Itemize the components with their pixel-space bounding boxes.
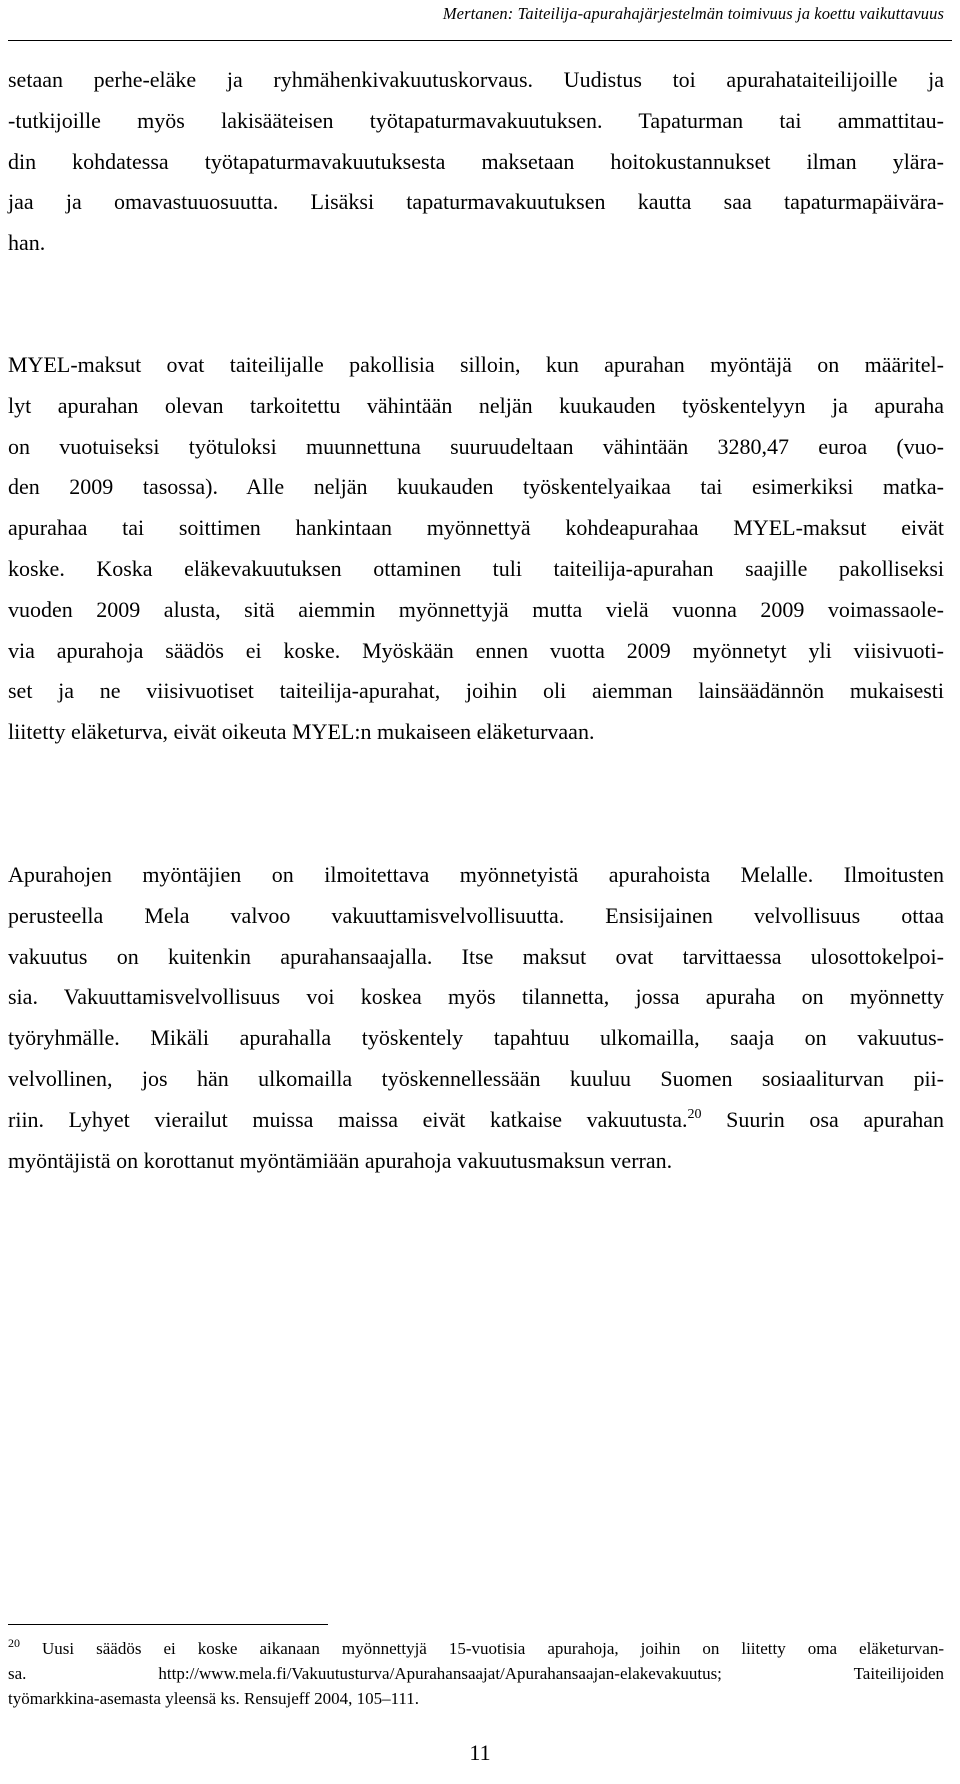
text-line: liitetty eläketurva, eivät oikeuta MYEL:n mukaiseen eläketurvaan.	[8, 719, 595, 745]
text-line: perusteella Mela valvoo vakuuttamisvelvollisuutta. Ensisijainen velvollisuus ottaa	[8, 902, 944, 928]
text-line: vuoden 2009 alusta, sitä aiemmin myönnettyjä mutta vielä vuonna 2009 voimassaole-	[8, 596, 944, 622]
running-header	[8, 0, 952, 41]
text-line: jaa ja omavastuuosuutta. Lisäksi tapaturmavakuutuksen kautta saa tapaturmapäivära-	[8, 189, 944, 215]
text-line: via apurahoja säädös ei koske. Myöskään ennen vuotta 2009 myönnetyt yli viisivuoti-	[8, 637, 944, 663]
text-line: apurahaa tai soittimen hankintaan myönnettyä kohdeapurahaa MYEL-maksut eivät	[8, 515, 944, 541]
text-line: sia. Vakuuttamisvelvollisuus voi koskea myös tilannetta, jossa apuraha on myönnetty	[8, 984, 944, 1010]
footnote-divider	[8, 1624, 328, 1625]
footnote-line	[8, 1661, 944, 1686]
paragraph-3	[8, 855, 944, 1181]
page-number: 11	[469, 1740, 491, 1765]
text-segment: Suurin osa apurahan	[701, 1106, 944, 1132]
text-line: set ja ne viisivuotiset taiteilija-apurahat, joihin oli aiemman lainsäädännön mukaisesti	[8, 678, 944, 704]
footnote-text: Uusi säädös ei koske aikanaan myönnettyjä 15-vuotisia apurahoja, joihin on liitetty oma eläketurvan-	[20, 1639, 944, 1658]
text-line: den 2009 tasossa). Alle neljän kuukauden työskentelyaikaa tai esimerkiksi matka-	[8, 474, 944, 500]
footnote-line	[8, 1636, 944, 1661]
footnote-url[interactable]: http://www.mela.fi/Vakuutusturva/Apurahansaajat/Apurahansaajan-elakevakuutus;	[158, 1664, 722, 1683]
paragraph-2	[8, 345, 944, 753]
footnote-text: Taiteilijoiden	[853, 1664, 944, 1683]
text-line: han.	[8, 230, 46, 256]
footnote	[8, 1636, 944, 1711]
text-line: myöntäjistä on korottanut myöntämiään apurahoja vakuutusmaksun verran.	[8, 1147, 673, 1173]
text-line: on vuotuiseksi työtuloksi muunnettuna suuruudeltaan vähintään 3280,47 euroa (vuo-	[8, 433, 944, 459]
text-line: din kohdatessa työtapaturmavakuutuksesta maksetaan hoitokustannukset ilman ylära-	[8, 148, 944, 174]
footnote-reference[interactable]: 20	[687, 1106, 702, 1122]
footnote-line: työmarkkina-asemasta yleensä ks. Rensujeff 2004, 105–111.	[8, 1689, 420, 1708]
text-line: setaan perhe-eläke ja ryhmähenkivakuutuskorvaus. Uudistus toi apurahataiteilijoille ja	[8, 67, 944, 92]
text-segment: riin. Lyhyet vierailut muissa maissa eivät katkaise vakuutusta.	[8, 1106, 688, 1132]
text-line: MYEL-maksut ovat taiteilijalle pakollisia silloin, kun apurahan myöntäjä on määritel-	[8, 352, 944, 377]
text-line: koske. Koska eläkevakuutuksen ottaminen tuli taiteilija-apurahan saajille pakolliseksi	[8, 555, 944, 581]
running-title: Mertanen: Taiteilija-apurahajärjestelmän toimivuus ja koettu vaikuttavuus	[442, 4, 944, 23]
footnote-text: sa.	[8, 1664, 27, 1683]
text-line: työryhmälle. Mikäli apurahalla työskentely tapahtuu ulkomailla, saaja on vakuutus-	[8, 1025, 944, 1051]
text-line: lyt apurahan olevan tarkoitettu vähintään neljän kuukauden työskentelyyn ja apuraha	[8, 392, 944, 418]
text-line: -tutkijoille myös lakisääteisen työtapaturmavakuutuksen. Tapaturman tai ammattitau-	[8, 107, 944, 133]
text-line: Apurahojen myöntäjien on ilmoitettava myönnetyistä apurahoista Melalle. Ilmoitusten	[8, 862, 944, 887]
paragraph-1	[8, 60, 944, 264]
text-line: vakuutus on kuitenkin apurahansaajalla. Itse maksut ovat tarvittaessa ulosottokelpoi-	[8, 943, 944, 969]
text-line-with-footnote-ref	[8, 1100, 944, 1141]
footnote-number: 20	[8, 1636, 20, 1650]
text-line: velvollinen, jos hän ulkomailla työskennellessään kuuluu Suomen sosiaaliturvan pii-	[8, 1065, 944, 1091]
